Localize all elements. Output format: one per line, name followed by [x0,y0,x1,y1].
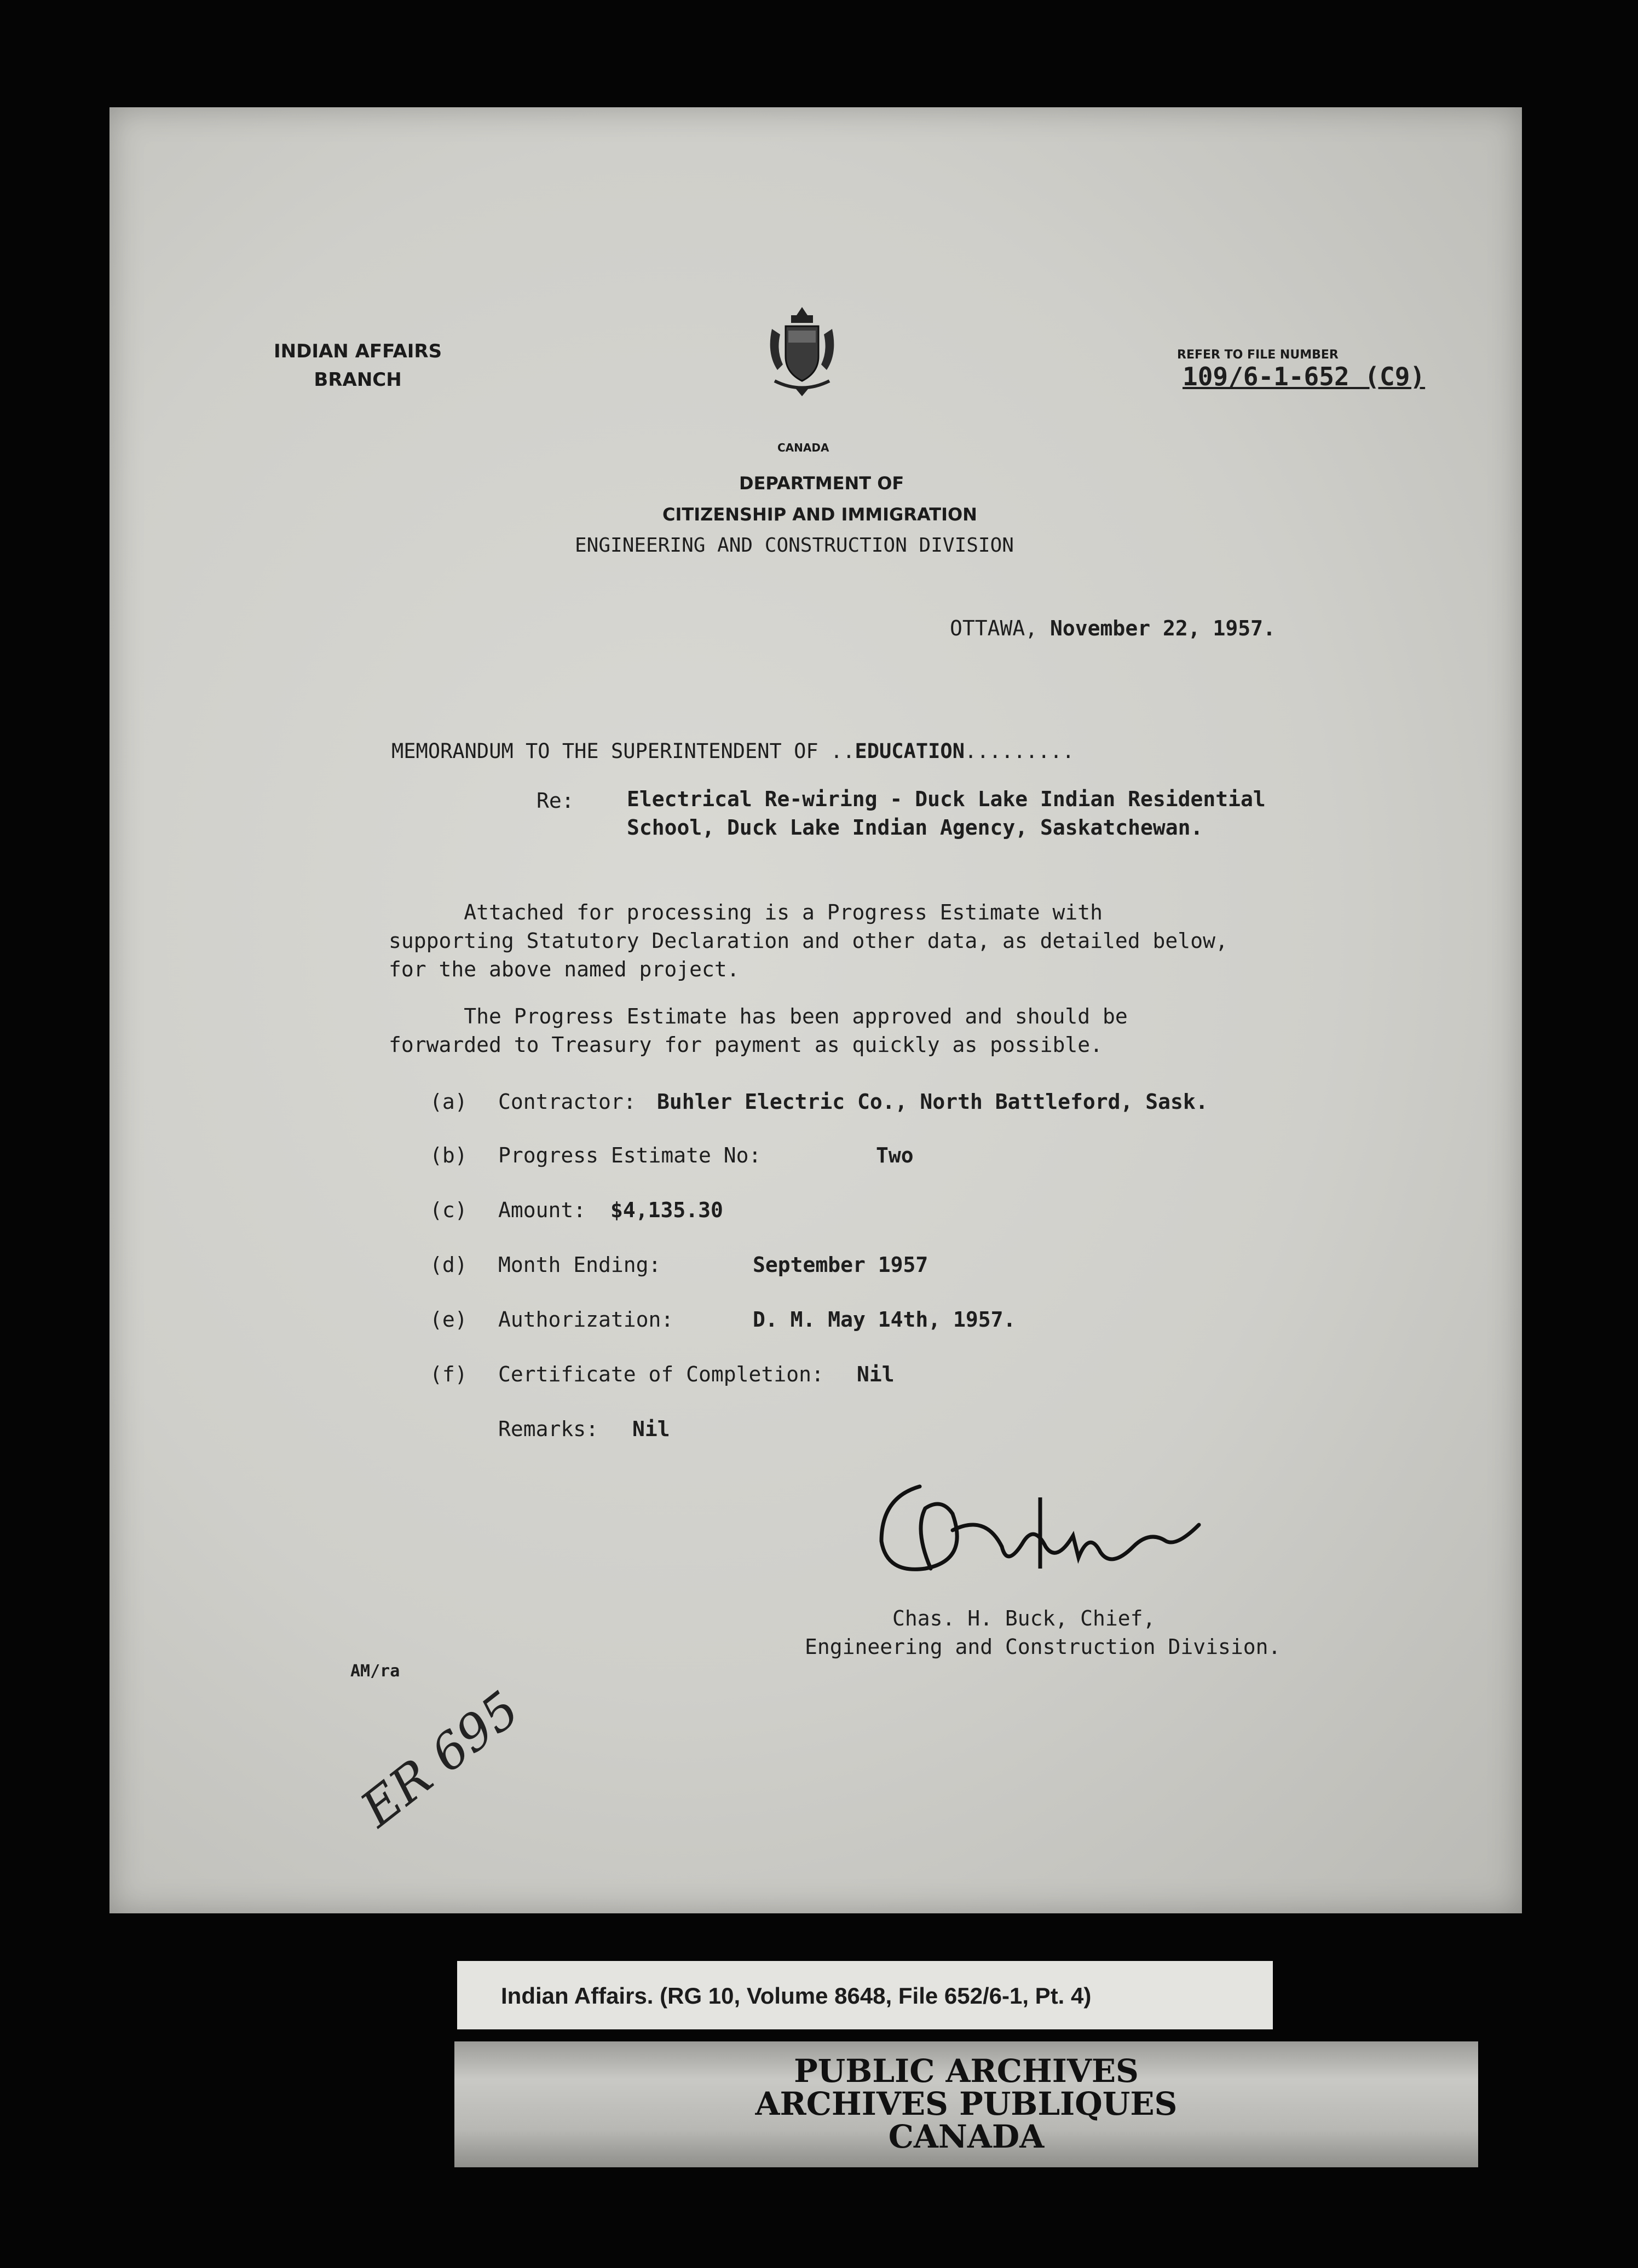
item-letter: (a) [430,1090,468,1114]
item-label: Amount: [498,1198,586,1222]
document-page [109,107,1522,1913]
re-subject: Electrical Re-wiring - Duck Lake Indian Residential School, Duck Lake Indian Agency, Saskatchewan. [627,787,1266,840]
item-letter: (c) [430,1198,468,1222]
item-value: Two [876,1143,914,1167]
item-value: Nil [857,1362,895,1386]
body-paragraph-2: The Progress Estimate has been approved and should be forwarded to Treasury for payment as quickly as possible. [389,1004,1128,1057]
dateline [950,616,1276,640]
archive-stamp-line-2: ARCHIVES PUBLIQUES [755,2085,1178,2122]
archive-reference-label [457,1961,1273,2029]
archive-stamp [454,2041,1478,2167]
item-value: September 1957 [753,1253,928,1277]
branch-line-2: BRANCH [314,369,402,391]
file-reference-label: REFER TO FILE NUMBER [1177,348,1339,362]
memo-prefix: MEMORANDUM TO THE SUPERINTENDENT OF .. [391,739,855,763]
item-value: Buhler Electric Co., North Battleford, Sask. [657,1090,1208,1114]
archive-stamp-line-3: CANADA [888,2118,1045,2155]
handwritten-signature [860,1465,1210,1607]
re-label: Re: [537,789,574,813]
item-label: Certificate of Completion: [498,1362,824,1386]
typist-initials: AM/ra [350,1662,400,1681]
canada-label: CANADA [777,441,829,454]
branch-heading [274,337,442,394]
memo-suffix: ......... [964,739,1075,763]
item-letter: (d) [430,1253,468,1277]
item-value: D. M. May 14th, 1957. [753,1307,1016,1332]
body-paragraph-1: Attached for processing is a Progress Estimate with supporting Statutory Declaration and other data, as detailed below, for the above named project. [389,900,1228,981]
remarks-value: Nil [632,1417,670,1441]
archive-reference-text: Indian Affairs. (RG 10, Volume 8648, File 652/6-1, Pt. 4) [501,1983,1092,2009]
department-line-1: DEPARTMENT OF [739,473,904,494]
department-line-2: CITIZENSHIP AND IMMIGRATION [662,504,977,525]
memo-department: EDUCATION [855,739,965,763]
item-value: $4,135.30 [610,1198,723,1222]
archive-stamp-line-1: PUBLIC ARCHIVES [794,2052,1139,2090]
memo-addressee [391,739,1074,763]
item-letter: (f) [430,1362,468,1386]
item-letter: (e) [430,1307,468,1332]
division-heading: ENGINEERING AND CONSTRUCTION DIVISION [575,534,1014,557]
remarks-label: Remarks: [498,1417,599,1441]
handwritten-note: ER 695 [350,1680,530,1838]
item-label: Progress Estimate No: [498,1143,762,1167]
file-reference-number: 109/6-1-652 (C9) [1183,362,1426,391]
item-label: Contractor: [498,1090,636,1114]
signature-block [805,1604,1281,1661]
dateline-date: November 22, 1957. [1050,616,1276,640]
signatory-name: Chas. H. Buck, Chief, [892,1606,1156,1630]
signatory-title: Engineering and Construction Division. [805,1635,1281,1659]
coat-of-arms-icon [761,304,843,397]
item-letter: (b) [430,1143,468,1167]
item-label: Month Ending: [498,1253,661,1277]
branch-line-1: INDIAN AFFAIRS [274,340,442,362]
item-label: Authorization: [498,1307,674,1332]
dateline-city: OTTAWA, [950,616,1038,640]
